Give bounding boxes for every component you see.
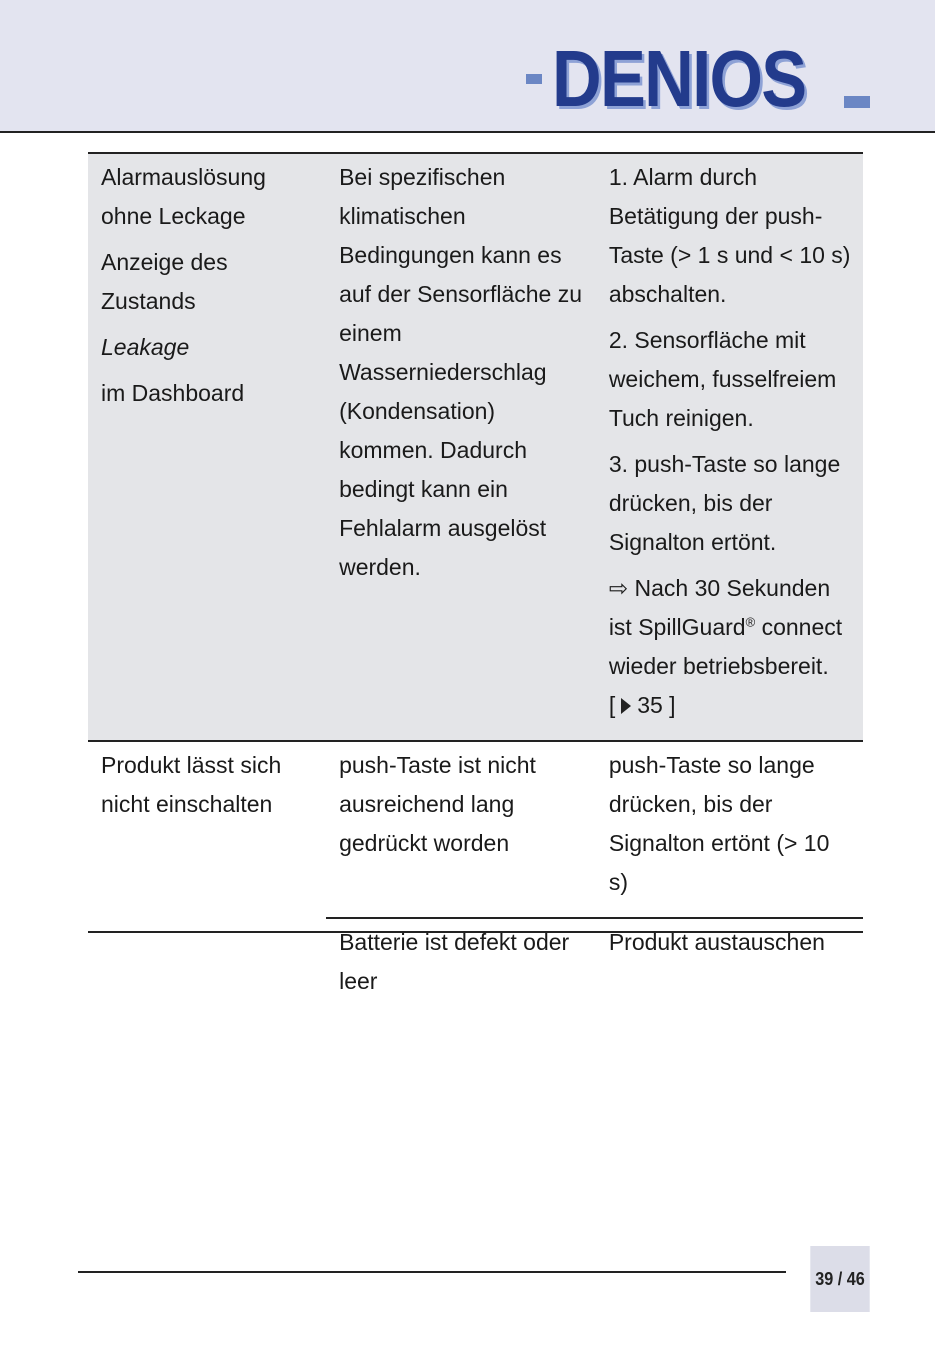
cause-text: push-Taste ist nicht ausreichend lang gedrückt worden [339,752,536,856]
fault-text: Alarmauslösung ohne Leckage [101,164,266,229]
result-arrow-icon: ⇨ [608,575,629,601]
fault-cell [88,153,326,741]
ref-bracket: [ [608,692,616,718]
result-text-a: Nach 30 Sekunden ist SpillGuard [608,575,831,640]
remedy-text: Produkt austauschen [608,929,825,955]
page-reference[interactable] [609,692,676,718]
remedy-text: push-Taste so lange drücken, bis der Signalton ertönt (> 10 s) [608,752,830,895]
remedy-step-1: 1. Alarm durch Betätigung der push-Taste (> 1 s und < 10 s) abschalten. [608,164,851,307]
table-row [88,153,863,741]
remedy-result [609,569,851,725]
fault-cell [88,741,326,1016]
cause-text: Batterie ist defekt oder leer [339,929,570,994]
fault-text: Anzeige des Zustands [101,249,228,314]
result-text-b: connect wieder betriebsbereit. [608,614,843,679]
logo-dash-right [844,96,870,108]
table-row [88,741,863,918]
fault-text-italic: Leakage [101,334,190,360]
fault-text: im Dashboard [101,380,245,406]
remedy-step-2: 2. Sensorfläche mit weichem, fusselfreiem Tuch reinigen. [608,327,837,431]
denios-logo [526,34,876,123]
remedy-cell [596,153,863,741]
cause-cell [326,153,596,741]
remedy-step-3: 3. push-Taste so lange drücken, bis der Signalton ertönt. [608,451,841,555]
triangle-right-icon [621,698,631,714]
cause-text: Bei spezifischen klimatischen Bedingungen kann es auf der Sensorfläche zu einem Wasserniederschlag (Kondensation) kommen. Dadurch bedingt kann ein Fehlalarm ausgelöst werden. [339,164,583,580]
page-header [0,0,935,133]
table-end-rule [88,931,863,933]
logo-wordmark: DENIOS [552,34,806,123]
fault-text: Produkt lässt sich nicht einschalten [101,752,282,817]
page-number: 39 / 46 [810,1246,869,1312]
troubleshooting-table [88,152,863,1016]
logo-dash-left [526,74,542,84]
registered-mark: ® [745,614,756,630]
remedy-cell [596,741,863,918]
ref-page: 35 ] [637,692,676,718]
cause-cell [326,741,596,918]
footer-rule [78,1271,786,1273]
